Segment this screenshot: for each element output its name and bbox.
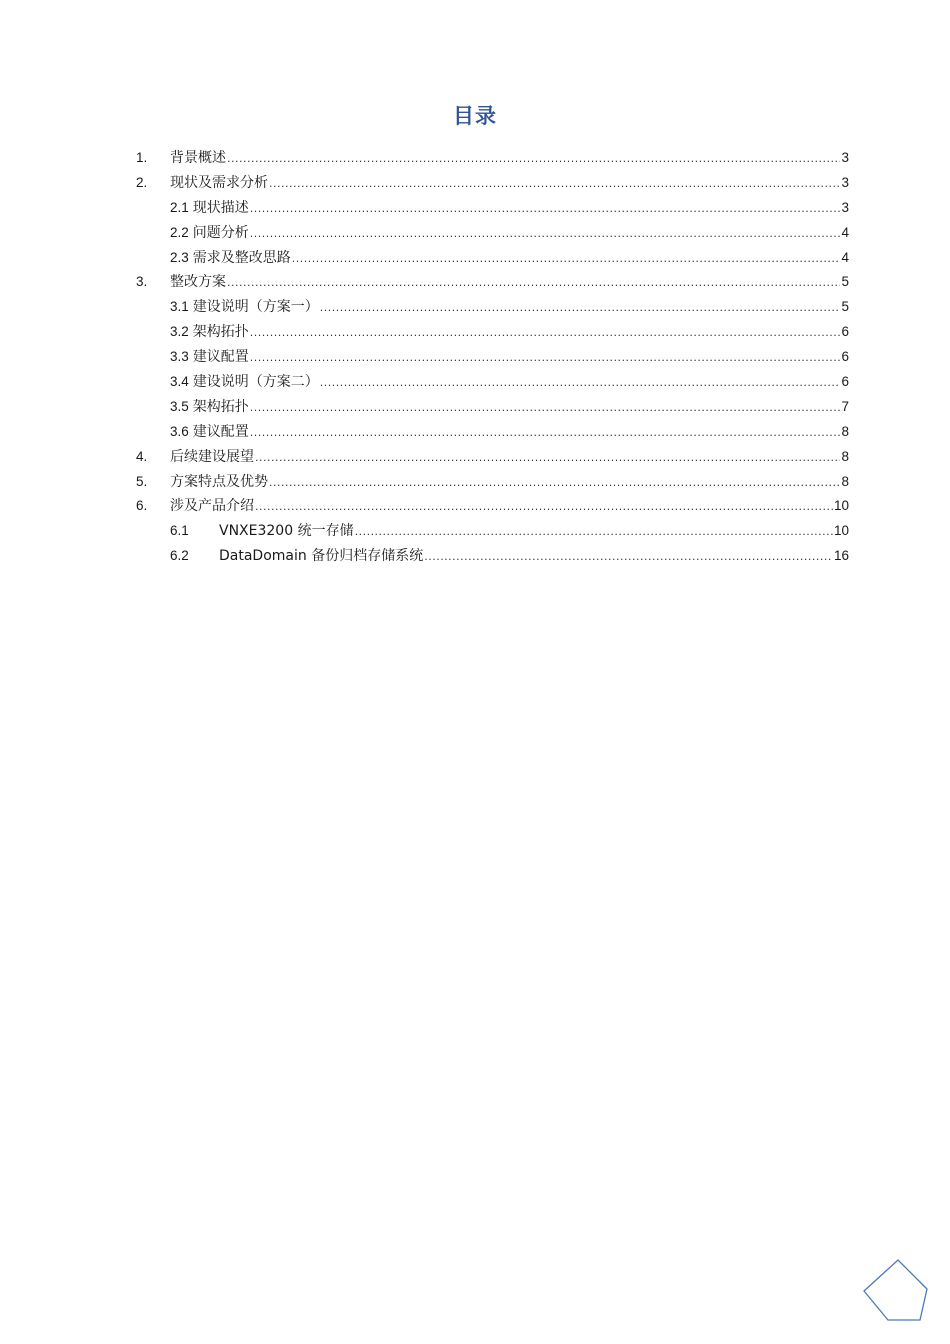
toc-entry-text: 架构拓扑 <box>192 398 249 415</box>
toc-entry-page: 10 <box>833 523 849 539</box>
toc-entry-text: 问题分析 <box>192 224 249 241</box>
toc-entry-5[interactable] <box>136 470 849 495</box>
toc-entry-text: 现状描述 <box>192 199 249 216</box>
toc-entry-text: 建设说明（方案一） <box>192 299 319 316</box>
toc-entry-text: VNXE3200 统一存储 <box>219 523 354 540</box>
toc-dot-leader <box>269 172 840 197</box>
page-corner-pentagon-icon <box>862 1258 930 1324</box>
toc-dot-leader <box>250 396 841 421</box>
toc-entry-6-1[interactable] <box>136 519 849 544</box>
toc-entry-3-6[interactable] <box>136 420 849 445</box>
toc-entry-text: DataDomain 备份归档存储系统 <box>219 548 424 565</box>
toc-entry-number: 1. <box>136 150 148 165</box>
toc-entry-3[interactable] <box>136 270 849 295</box>
toc-entry-4[interactable] <box>136 445 849 470</box>
toc-entry-page: 10 <box>833 498 849 514</box>
toc-dot-leader <box>250 197 841 222</box>
toc-entry-text: 建议配置 <box>192 349 249 366</box>
toc-entry-text: 现状及需求分析 <box>170 174 268 191</box>
toc-entry-text: 涉及产品介绍 <box>170 498 254 515</box>
toc-entry-2-2[interactable] <box>136 221 849 246</box>
toc-entry-number: 2. <box>136 174 148 190</box>
toc-entry-text: 方案特点及优势 <box>170 473 268 490</box>
toc-entry-6[interactable] <box>136 494 849 519</box>
toc-entry-page: 6 <box>841 349 849 365</box>
toc-dot-leader <box>255 495 833 520</box>
toc-entry-2-1[interactable] <box>136 196 849 221</box>
toc-entry-page: 3 <box>841 150 849 165</box>
toc-dot-leader <box>320 296 841 321</box>
toc-entry-number: 3.2 <box>170 324 189 340</box>
toc-title: 目录 <box>453 104 497 128</box>
toc-entry-text: 建设说明（方案二） <box>192 374 319 391</box>
toc-entry-page: 5 <box>841 299 849 315</box>
toc-entry-2-3[interactable] <box>136 246 849 271</box>
toc-entry-3-2[interactable] <box>136 320 849 345</box>
toc-entry-page: 7 <box>841 398 849 414</box>
toc-entry-number: 6.2 <box>170 548 189 564</box>
toc-entry-number: 3.3 <box>170 349 189 365</box>
toc-entry-page: 5 <box>841 274 849 290</box>
toc-entry-number: 3.5 <box>170 398 189 414</box>
toc-entry-3-1[interactable] <box>136 295 849 320</box>
toc-dot-leader <box>250 222 841 247</box>
toc-entry-text: 整改方案 <box>170 274 226 291</box>
toc-entry-number: 2.2 <box>170 224 189 240</box>
toc-dot-leader <box>250 321 841 346</box>
toc-entry-page: 16 <box>833 548 849 564</box>
toc-entry-number: 4. <box>136 448 148 464</box>
toc-entry-number: 3.1 <box>170 299 189 315</box>
toc-entry-page: 3 <box>841 199 849 215</box>
toc-entry-number: 3. <box>136 274 148 290</box>
toc-entry-page: 4 <box>841 249 849 265</box>
table-of-contents <box>136 146 849 569</box>
toc-entry-number: 5. <box>136 473 148 489</box>
toc-entry-3-3[interactable] <box>136 345 849 370</box>
toc-entry-number: 3.4 <box>170 374 189 390</box>
toc-entry-number: 6. <box>136 498 148 514</box>
toc-dot-leader <box>227 271 840 296</box>
toc-entry-2[interactable] <box>136 171 849 196</box>
toc-entry-number: 2.1 <box>170 199 189 215</box>
toc-entry-page: 8 <box>841 473 849 489</box>
toc-entry-page: 6 <box>841 374 849 390</box>
toc-dot-leader <box>250 421 841 446</box>
toc-entry-page: 4 <box>841 224 849 240</box>
toc-entry-number: 3.6 <box>170 423 189 439</box>
toc-entry-text: 建议配置 <box>192 423 249 440</box>
toc-dot-leader <box>292 247 841 272</box>
toc-dot-leader <box>320 371 841 396</box>
toc-dot-leader <box>255 446 840 471</box>
toc-entry-text: 后续建设展望 <box>170 448 254 465</box>
toc-entry-page: 8 <box>841 448 849 464</box>
toc-dot-leader <box>250 346 841 371</box>
toc-entry-3-4[interactable] <box>136 370 849 395</box>
toc-dot-leader <box>424 545 833 570</box>
toc-entry-3-5[interactable] <box>136 395 849 420</box>
toc-entry-page: 6 <box>841 324 849 340</box>
toc-entry-number: 2.3 <box>170 249 189 265</box>
toc-dot-leader <box>355 520 833 545</box>
toc-entry-text: 架构拓扑 <box>192 324 249 341</box>
toc-entry-number: 6.1 <box>170 523 189 539</box>
toc-entry-6-2[interactable] <box>136 544 849 569</box>
toc-entry-text: 需求及整改思路 <box>192 249 291 266</box>
toc-entry-1[interactable] <box>136 146 849 171</box>
toc-entry-page: 3 <box>841 174 849 190</box>
toc-entry-text: 背景概述 <box>170 150 226 166</box>
toc-dot-leader <box>269 471 840 496</box>
toc-entry-page: 8 <box>841 423 849 439</box>
toc-dot-leader <box>227 147 840 172</box>
